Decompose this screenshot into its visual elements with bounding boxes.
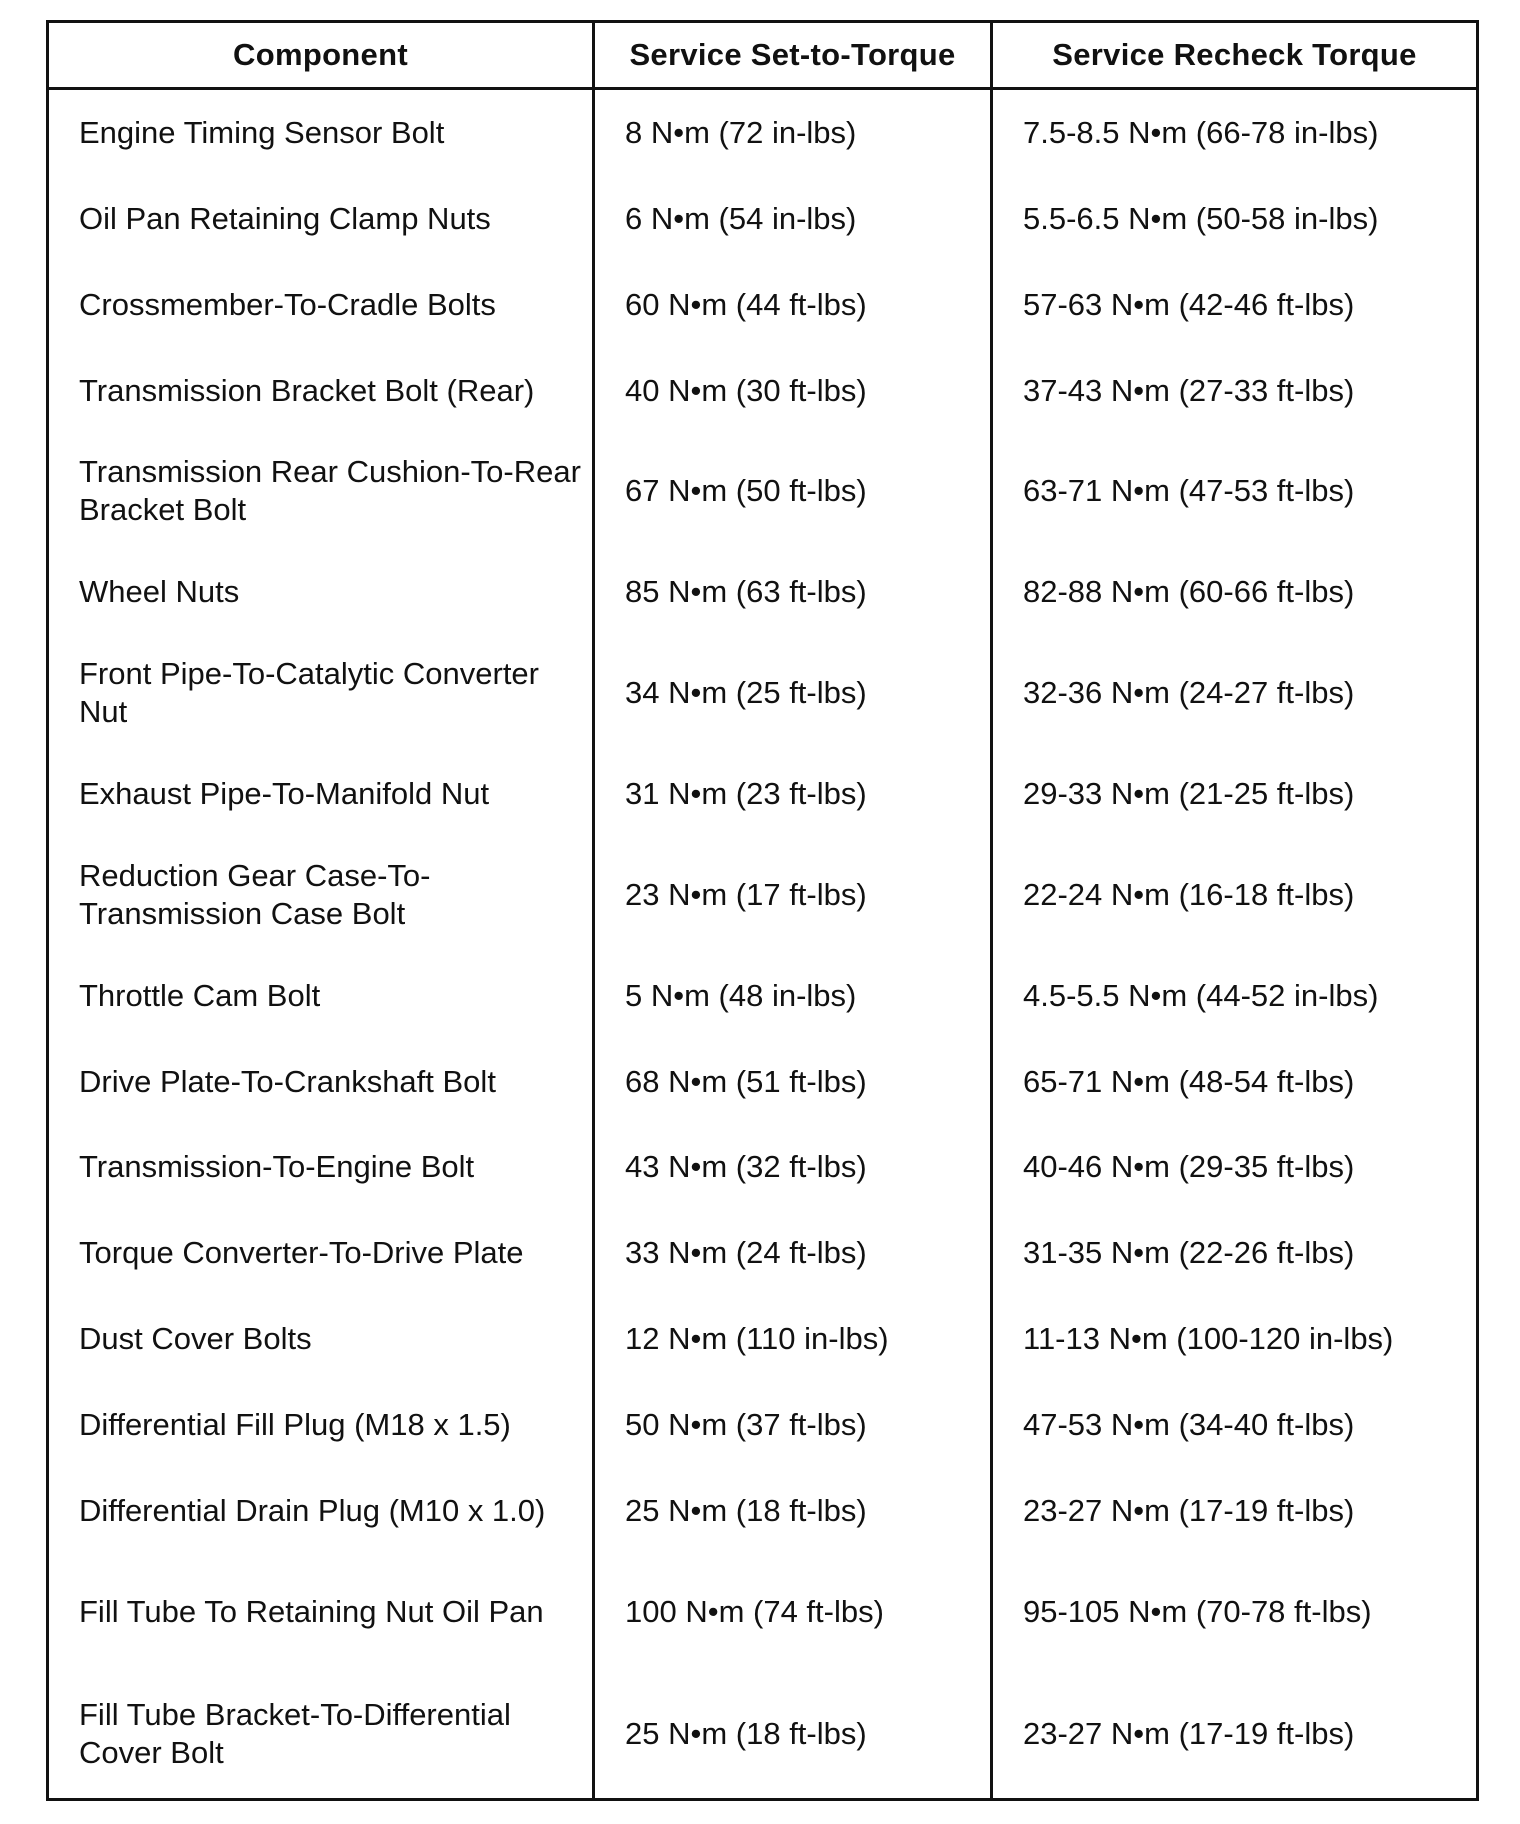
table-row: [48, 1382, 1478, 1468]
recheck-torque-cell: 32-36 N•m (24-27 ft-lbs): [992, 635, 1478, 751]
set-torque-cell: 68 N•m (51 ft-lbs): [594, 1039, 992, 1125]
component-cell: Front Pipe-To-Catalytic Converter Nut: [79, 656, 539, 730]
table-row: [48, 1039, 1478, 1125]
component-cell: Throttle Cam Bolt: [79, 977, 321, 1013]
recheck-torque-cell: 65-71 N•m (48-54 ft-lbs): [992, 1039, 1478, 1125]
table-row: [48, 262, 1478, 348]
component-cell: Engine Timing Sensor Bolt: [79, 114, 445, 150]
table-row: [48, 1554, 1478, 1670]
set-torque-cell: 100 N•m (74 ft-lbs): [594, 1554, 992, 1670]
table-row: [48, 837, 1478, 953]
header-recheck-torque: Service Recheck Torque: [992, 22, 1478, 89]
set-torque-cell: 60 N•m (44 ft-lbs): [594, 262, 992, 348]
component-cell: Reduction Gear Case-To-Transmission Case Bolt: [79, 857, 431, 931]
set-torque-cell: 25 N•m (18 ft-lbs): [594, 1670, 992, 1800]
component-cell: Exhaust Pipe-To-Manifold Nut: [79, 775, 490, 811]
recheck-torque-cell: 57-63 N•m (42-46 ft-lbs): [992, 262, 1478, 348]
component-cell: Wheel Nuts: [79, 574, 240, 610]
table-row: [48, 953, 1478, 1039]
recheck-torque-cell: 5.5-6.5 N•m (50-58 in-lbs): [992, 176, 1478, 262]
component-cell: Transmission-To-Engine Bolt: [79, 1149, 475, 1185]
set-torque-cell: 40 N•m (30 ft-lbs): [594, 348, 992, 434]
header-component: Component: [48, 22, 594, 89]
recheck-torque-cell: 37-43 N•m (27-33 ft-lbs): [992, 348, 1478, 434]
recheck-torque-cell: 47-53 N•m (34-40 ft-lbs): [992, 1382, 1478, 1468]
recheck-torque-cell: 4.5-5.5 N•m (44-52 in-lbs): [992, 953, 1478, 1039]
set-torque-cell: 33 N•m (24 ft-lbs): [594, 1210, 992, 1296]
table-row: [48, 1670, 1478, 1800]
recheck-torque-cell: 63-71 N•m (47-53 ft-lbs): [992, 433, 1478, 549]
header-set-to-torque: Service Set-to-Torque: [594, 22, 992, 89]
recheck-torque-cell: 82-88 N•m (60-66 ft-lbs): [992, 549, 1478, 635]
set-torque-cell: 5 N•m (48 in-lbs): [594, 953, 992, 1039]
recheck-torque-cell: 11-13 N•m (100-120 in-lbs): [992, 1296, 1478, 1382]
set-torque-cell: 23 N•m (17 ft-lbs): [594, 837, 992, 953]
table-row: [48, 433, 1478, 549]
torque-spec-table: [46, 20, 1479, 1801]
component-cell: Fill Tube To Retaining Nut Oil Pan: [79, 1593, 544, 1629]
set-torque-cell: 8 N•m (72 in-lbs): [594, 89, 992, 176]
set-torque-cell: 67 N•m (50 ft-lbs): [594, 433, 992, 549]
component-cell: Crossmember-To-Cradle Bolts: [79, 286, 496, 322]
recheck-torque-cell: 29-33 N•m (21-25 ft-lbs): [992, 751, 1478, 837]
recheck-torque-cell: 95-105 N•m (70-78 ft-lbs): [992, 1554, 1478, 1670]
table-row: [48, 549, 1478, 635]
set-torque-cell: 12 N•m (110 in-lbs): [594, 1296, 992, 1382]
table-row: [48, 1125, 1478, 1211]
recheck-torque-cell: 31-35 N•m (22-26 ft-lbs): [992, 1210, 1478, 1296]
header-row: [48, 22, 1478, 89]
set-torque-cell: 6 N•m (54 in-lbs): [594, 176, 992, 262]
table-row: [48, 1468, 1478, 1554]
recheck-torque-cell: 22-24 N•m (16-18 ft-lbs): [992, 837, 1478, 953]
set-torque-cell: 43 N•m (32 ft-lbs): [594, 1125, 992, 1211]
table-row: [48, 1296, 1478, 1382]
component-cell: Drive Plate-To-Crankshaft Bolt: [79, 1063, 496, 1099]
table-row: [48, 89, 1478, 176]
component-cell: Differential Drain Plug (M10 x 1.0): [79, 1492, 546, 1528]
component-cell: Oil Pan Retaining Clamp Nuts: [79, 200, 491, 236]
component-cell: Torque Converter-To-Drive Plate: [79, 1235, 524, 1271]
recheck-torque-cell: 7.5-8.5 N•m (66-78 in-lbs): [992, 89, 1478, 176]
component-cell: Dust Cover Bolts: [79, 1321, 312, 1357]
set-torque-cell: 50 N•m (37 ft-lbs): [594, 1382, 992, 1468]
table-row: [48, 348, 1478, 434]
component-cell: Fill Tube Bracket-To-Differential Cover Bolt: [79, 1696, 511, 1770]
set-torque-cell: 31 N•m (23 ft-lbs): [594, 751, 992, 837]
component-cell: Transmission Rear Cushion-To-Rear Bracket Bolt: [79, 454, 581, 528]
recheck-torque-cell: 23-27 N•m (17-19 ft-lbs): [992, 1468, 1478, 1554]
component-cell: Transmission Bracket Bolt (Rear): [79, 372, 535, 408]
table-row: [48, 176, 1478, 262]
recheck-torque-cell: 40-46 N•m (29-35 ft-lbs): [992, 1125, 1478, 1211]
table-row: [48, 635, 1478, 751]
set-torque-cell: 25 N•m (18 ft-lbs): [594, 1468, 992, 1554]
set-torque-cell: 34 N•m (25 ft-lbs): [594, 635, 992, 751]
set-torque-cell: 85 N•m (63 ft-lbs): [594, 549, 992, 635]
table-row: [48, 751, 1478, 837]
recheck-torque-cell: 23-27 N•m (17-19 ft-lbs): [992, 1670, 1478, 1800]
table-row: [48, 1210, 1478, 1296]
component-cell: Differential Fill Plug (M18 x 1.5): [79, 1407, 511, 1442]
